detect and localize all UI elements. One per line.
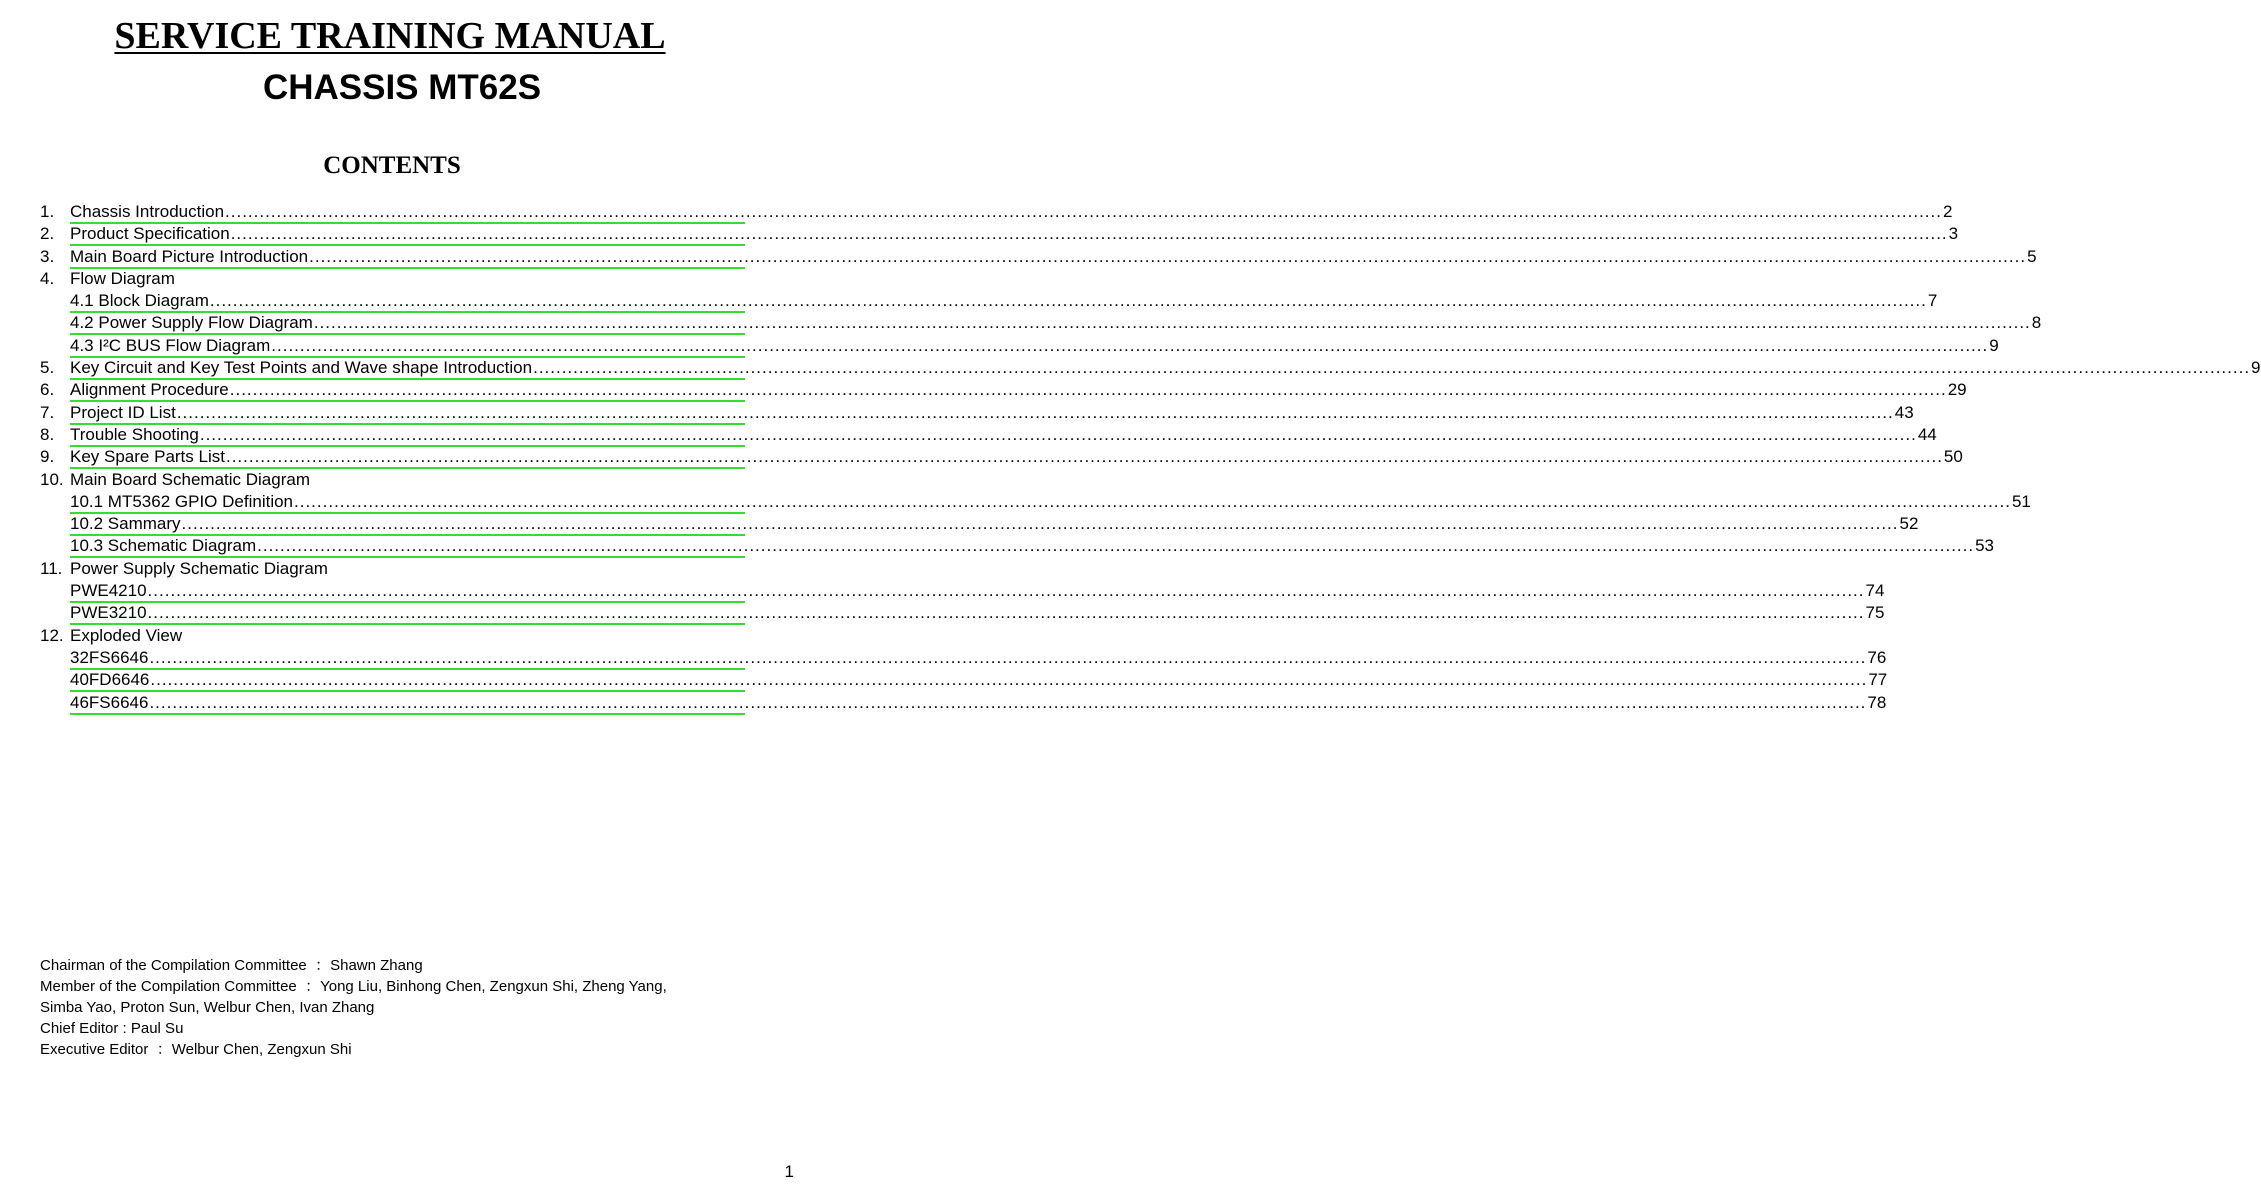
toc-number: 10. xyxy=(40,469,64,489)
toc-link[interactable] xyxy=(70,491,2031,514)
toc-dot-leader: ............................................................................................................................................................................................................................................................................................................ xyxy=(181,514,1899,534)
toc-row xyxy=(40,446,1963,468)
toc-number: 3. xyxy=(40,246,55,266)
toc-link[interactable] xyxy=(70,647,1887,670)
toc-page-number: 9 xyxy=(2251,358,2261,378)
credits-chief-editor: Chief Editor : Paul Su xyxy=(40,1020,184,1037)
toc-page-number: 53 xyxy=(1975,536,1995,556)
toc-number: 6. xyxy=(40,380,55,400)
toc-label: 46FS6646 xyxy=(70,692,149,712)
toc-label: Main Board Schematic Diagram xyxy=(70,469,310,489)
toc-dot-leader: ............................................................................................................................................................................................................................................................................................................ xyxy=(147,581,1865,601)
toc-link[interactable] xyxy=(70,223,1959,246)
toc-page-number: 78 xyxy=(1867,692,1887,712)
toc-row xyxy=(40,268,745,290)
toc-link[interactable] xyxy=(70,535,1995,558)
toc-label: 10.1 MT5362 GPIO Definition xyxy=(70,491,294,511)
toc-page-number: 52 xyxy=(1899,514,1919,534)
toc-link[interactable] xyxy=(70,446,1963,469)
credits-executive-editor: Executive Editor ：Welbur Chen, Zengxun Shi xyxy=(40,1041,352,1058)
manual-title: SERVICE TRAINING MANUAL xyxy=(114,15,666,57)
toc-page-number: 3 xyxy=(1948,224,1959,244)
toc-row xyxy=(40,513,1919,535)
toc-label: Chassis Introduction xyxy=(70,202,225,221)
toc-dot-leader: ............................................................................................................................................................................................................................................................................................................ xyxy=(229,380,1947,400)
toc-row xyxy=(40,469,745,491)
chassis-subtitle: CHASSIS MT62S xyxy=(262,68,542,107)
toc-link[interactable] xyxy=(70,379,1967,402)
toc-dot-leader: ............................................................................................................................................................................................................................................................................................................ xyxy=(257,536,1975,556)
toc-dot-leader: ............................................................................................................................................................................................................................................................................................................ xyxy=(230,224,1948,244)
toc-page-number: 74 xyxy=(1865,581,1885,601)
toc-page-number: 29 xyxy=(1947,380,1967,400)
toc-page-number: 5 xyxy=(2027,246,2037,266)
toc-row xyxy=(40,535,1995,557)
toc-number: 7. xyxy=(40,402,55,422)
toc-row xyxy=(40,312,2042,334)
toc-page-number: 51 xyxy=(2011,491,2031,511)
toc-number: 12. xyxy=(40,625,64,645)
toc-row xyxy=(40,491,2031,513)
toc-row xyxy=(40,246,2037,268)
toc-row xyxy=(40,669,1888,691)
toc-page-number: 2 xyxy=(1942,202,1953,221)
credits-block xyxy=(40,955,770,1060)
toc-dot-leader: ............................................................................................................................................................................................................................................................................................................ xyxy=(294,491,2011,511)
toc-number: 11. xyxy=(40,558,63,578)
toc-label: Exploded View xyxy=(70,625,183,645)
toc-row xyxy=(40,290,1938,312)
toc-row xyxy=(40,692,1887,714)
toc-label: Alignment Procedure xyxy=(70,380,229,400)
toc-number: 2. xyxy=(40,224,55,244)
toc-label: 40FD6646 xyxy=(70,670,150,690)
toc-row xyxy=(40,424,1937,446)
toc-label: 4.2 Power Supply Flow Diagram xyxy=(70,313,313,333)
toc-row xyxy=(40,335,1999,357)
toc-link[interactable] xyxy=(70,602,1885,625)
toc-dot-leader: ............................................................................................................................................................................................................................................................................................................ xyxy=(149,692,1867,712)
toc-label: 4.3 I²C BUS Flow Diagram xyxy=(70,335,271,355)
contents-heading: CONTENTS xyxy=(323,152,461,179)
credits-chairman: Chairman of the Compilation Committee ：Shawn Zhang xyxy=(40,957,423,974)
credits-members-cont: Simba Yao, Proton Sun, Welbur Chen, Ivan Zhang xyxy=(40,999,375,1016)
toc-dot-leader: ............................................................................................................................................................................................................................................................................................................ xyxy=(150,670,1868,690)
toc-label: Flow Diagram xyxy=(70,268,175,288)
toc-link[interactable] xyxy=(70,669,1888,692)
toc-number: 9. xyxy=(40,447,55,467)
toc-label: Key Spare Parts List xyxy=(70,447,225,467)
toc-row xyxy=(40,223,1959,245)
toc-row xyxy=(40,625,745,647)
toc-label: Project ID List xyxy=(70,402,176,422)
toc-link[interactable] xyxy=(70,246,2037,269)
toc-dot-leader: ............................................................................................................................................................................................................................................................................................................ xyxy=(199,424,1917,444)
toc-label: Key Circuit and Key Test Points and Wave shape Introduction xyxy=(70,358,533,378)
toc-number: 4. xyxy=(40,268,55,288)
toc-row xyxy=(40,647,1887,669)
toc-label: 10.3 Schematic Diagram xyxy=(70,536,257,556)
toc-dot-leader: ............................................................................................................................................................................................................................................................................................................ xyxy=(533,358,2251,378)
toc-label: PWE3210 xyxy=(70,603,147,623)
toc-label: Trouble Shooting xyxy=(70,424,199,444)
toc-page-number: 9 xyxy=(1989,335,1999,355)
toc-row xyxy=(40,402,1914,424)
toc-page-number: 76 xyxy=(1867,647,1887,667)
toc-section-heading xyxy=(70,268,745,289)
toc-dot-leader: ............................................................................................................................................................................................................................................................................................................ xyxy=(225,447,1943,467)
toc-row xyxy=(40,379,1967,401)
toc-label: Main Board Picture Introduction xyxy=(70,246,309,266)
toc-label: 10.2 Sammary xyxy=(70,514,181,534)
toc-section-heading xyxy=(70,558,745,579)
toc-row xyxy=(40,602,1885,624)
toc-link[interactable] xyxy=(70,312,2042,335)
toc-link[interactable] xyxy=(70,692,1887,715)
table-of-contents xyxy=(40,201,2261,714)
toc-row xyxy=(40,357,2261,379)
toc-page-number: 50 xyxy=(1943,447,1963,467)
toc-link[interactable] xyxy=(70,402,1914,425)
toc-page-number: 7 xyxy=(1927,291,1938,311)
toc-page-number: 8 xyxy=(2031,313,2042,333)
toc-link[interactable] xyxy=(70,357,2261,380)
toc-page-number: 44 xyxy=(1917,424,1937,444)
toc-number: 5. xyxy=(40,358,55,378)
toc-link[interactable] xyxy=(70,580,1885,603)
toc-number: 1. xyxy=(40,202,55,221)
toc-label: 4.1 Block Diagram xyxy=(70,291,209,311)
toc-label: 32FS6646 xyxy=(70,647,149,667)
toc-section-heading xyxy=(70,625,745,646)
toc-number: 8. xyxy=(40,424,55,444)
toc-row xyxy=(40,558,745,580)
toc-dot-leader: ............................................................................................................................................................................................................................................................................................................ xyxy=(209,291,1927,311)
toc-link[interactable] xyxy=(70,290,1938,313)
toc-row xyxy=(40,580,1885,602)
toc-dot-leader: ............................................................................................................................................................................................................................................................................................................ xyxy=(176,402,1894,422)
toc-dot-leader: ............................................................................................................................................................................................................................................................................................................ xyxy=(147,603,1865,623)
credits-members: Member of the Compilation Committee ：Yong Liu, Binhong Chen, Zengxun Shi, Zheng Yang, xyxy=(40,978,667,995)
toc-link[interactable] xyxy=(70,201,1953,224)
toc-dot-leader: ............................................................................................................................................................................................................................................................................................................ xyxy=(309,246,2027,266)
toc-page-number: 75 xyxy=(1865,603,1885,623)
toc-dot-leader: ............................................................................................................................................................................................................................................................................................................ xyxy=(313,313,2031,333)
toc-page-number: 43 xyxy=(1894,402,1914,422)
toc-label: Power Supply Schematic Diagram xyxy=(70,558,328,578)
toc-dot-leader: ............................................................................................................................................................................................................................................................................................................ xyxy=(149,647,1867,667)
toc-link[interactable] xyxy=(70,335,1999,358)
toc-link[interactable] xyxy=(70,424,1937,447)
toc-dot-leader: ............................................................................................................................................................................................................................................................................................................ xyxy=(225,202,1942,221)
toc-link[interactable] xyxy=(70,513,1919,536)
page-number: 1 xyxy=(784,1162,794,1181)
toc-page-number: 77 xyxy=(1868,670,1888,690)
toc-label: Product Specification xyxy=(70,224,230,244)
toc-row xyxy=(40,201,1953,223)
toc-dot-leader: ............................................................................................................................................................................................................................................................................................................ xyxy=(271,335,1989,355)
toc-section-heading xyxy=(70,469,745,490)
toc-label: PWE4210 xyxy=(70,581,147,601)
